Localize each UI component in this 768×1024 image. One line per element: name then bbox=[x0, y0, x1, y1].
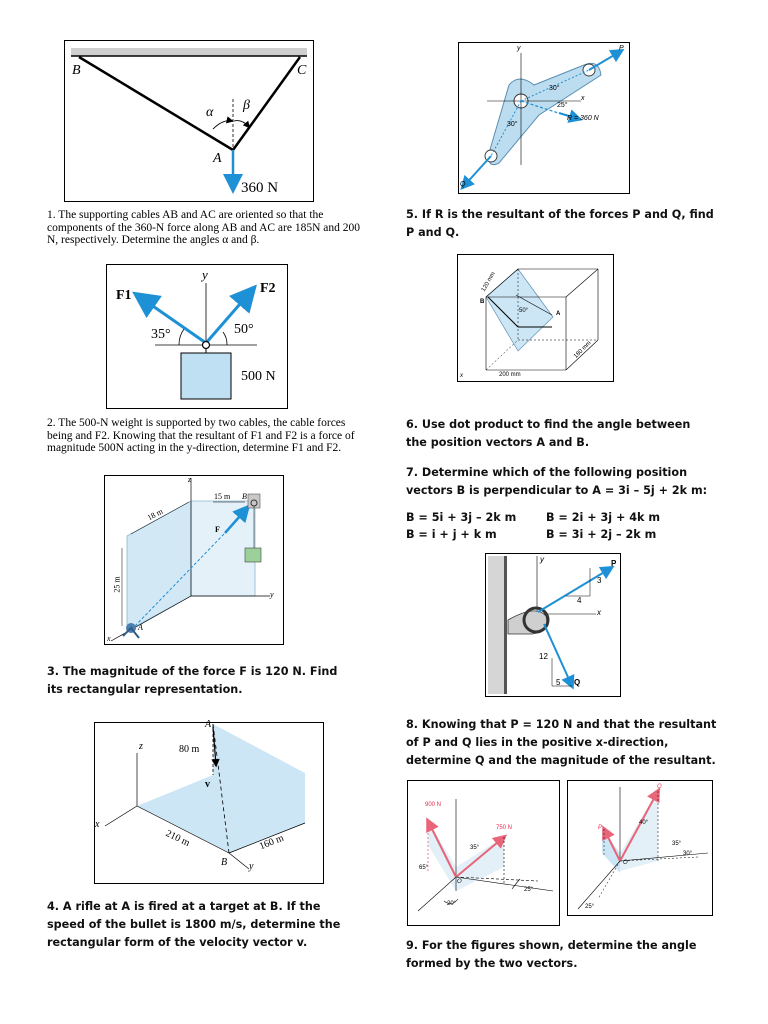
label-15m: 15 m bbox=[214, 492, 231, 501]
label-P: P bbox=[611, 559, 617, 568]
label-12: 12 bbox=[539, 652, 548, 661]
label-80m: 80 m bbox=[179, 744, 200, 755]
problem-4-text: 4. A rifle at A is fired at a target at B. If the speed of the bullet is 1800 m/s, determine the rectangular form of the velocity vector v. bbox=[47, 900, 341, 949]
problem-8-text: 8. Knowing that P = 120 N and that the resultant of P and Q lies in the positive x-direction, determine Q and the magnitude of the resultant. bbox=[406, 718, 717, 767]
label-5: 5 bbox=[556, 678, 561, 687]
problem-3-text: 3. The magnitude of the force F is 120 N. Find its rectangular representation. bbox=[47, 665, 338, 696]
label-Q: Q bbox=[460, 181, 466, 188]
label-x: x bbox=[107, 634, 111, 643]
label-120mm: 120 mm bbox=[480, 271, 497, 293]
label-500N: 500 N bbox=[241, 369, 276, 384]
label-O: O bbox=[623, 860, 628, 866]
label-A: A bbox=[205, 719, 212, 730]
label-Q: Q bbox=[574, 678, 581, 687]
label-65deg: 65° bbox=[419, 865, 429, 871]
label-750N: 750 N bbox=[496, 825, 513, 831]
label-Q: Q bbox=[657, 784, 662, 790]
label-y: y bbox=[517, 45, 521, 52]
option-3: B = i + j + k m bbox=[406, 528, 497, 541]
label-4: 4 bbox=[577, 596, 582, 605]
label-x: x bbox=[460, 373, 463, 379]
label-50deg: 50° bbox=[519, 308, 529, 314]
label-y: y bbox=[270, 590, 274, 599]
label-A: A bbox=[213, 151, 222, 166]
label-25deg: 25° bbox=[585, 904, 595, 910]
label-18m: 18 m bbox=[145, 506, 165, 523]
label-A: A bbox=[138, 623, 143, 632]
label-200mm: 200 mm bbox=[499, 372, 521, 378]
label-F2: F2 bbox=[260, 281, 276, 296]
label-P: P bbox=[598, 825, 603, 831]
label-z: z bbox=[188, 475, 192, 484]
problem-1-text: 1. The supporting cables AB and AC are oriented so that the components of the 360-N force along AB and AC are 185N and 200 N, respectively. Determine the angles α and β. bbox=[47, 209, 360, 246]
label-P: P bbox=[619, 45, 624, 52]
problem-9-text: 9. For the figures shown, determine the angle formed by the two vectors. bbox=[406, 939, 697, 970]
label-360N: 360 N bbox=[241, 180, 279, 196]
label-50deg: 50° bbox=[234, 322, 254, 337]
label-y: y bbox=[249, 861, 254, 872]
label-B: B bbox=[221, 857, 228, 868]
label-35deg: 35° bbox=[151, 327, 171, 342]
option-2: B = 2i + 3j + 4k m bbox=[546, 511, 661, 524]
label-x: x bbox=[95, 819, 100, 830]
label-40deg: 40° bbox=[639, 820, 649, 826]
problem-5-text: 5. If R is the resultant of the forces P and Q, find P and Q. bbox=[406, 208, 714, 239]
figure-1-cables bbox=[64, 40, 314, 202]
label-R: R = 360 N bbox=[567, 115, 599, 122]
figure-2-weight bbox=[106, 264, 288, 409]
problem-7-text: 7. Determine which of the following position vectors B is perpendicular to A = 3i – 5j + 2k m: bbox=[406, 466, 708, 497]
figure-3-3d-force bbox=[104, 475, 284, 645]
label-30deg: 30° bbox=[683, 851, 693, 857]
figure-5-bracket bbox=[458, 42, 630, 194]
label-B: B bbox=[242, 492, 247, 501]
label-B: B bbox=[480, 299, 485, 305]
option-4: B = 3i + 2j – 2k m bbox=[546, 528, 657, 541]
label-F1: F1 bbox=[116, 288, 132, 303]
label-25deg: 25° bbox=[524, 887, 534, 893]
label-C: C bbox=[297, 63, 307, 78]
problem-2-text: 2. The 500-N weight is supported by two cables, the cable forces being and F2. Knowing that the resultant of F1 and F2 is a force of magnitude 500N acting in the y-direction, determine F1 and F2. bbox=[47, 417, 355, 454]
label-y: y bbox=[540, 555, 544, 564]
label-35deg: 35° bbox=[470, 845, 480, 851]
label-B: B bbox=[72, 63, 81, 78]
label-30deg-bottom: 30° bbox=[507, 121, 518, 128]
label-alpha: α bbox=[206, 105, 214, 120]
label-25deg: 25° bbox=[557, 102, 568, 109]
label-210m: 210 m bbox=[163, 828, 192, 849]
label-35deg: 35° bbox=[672, 841, 682, 847]
label-v: v bbox=[205, 779, 210, 790]
label-A: A bbox=[556, 311, 561, 317]
figure-8-hook bbox=[485, 553, 621, 697]
label-30deg-top: 30° bbox=[549, 85, 560, 92]
label-F: F bbox=[215, 525, 220, 534]
label-x: x bbox=[597, 608, 601, 617]
label-160m: 160 m bbox=[257, 832, 286, 853]
label-beta: β bbox=[243, 98, 250, 113]
label-y: y bbox=[202, 267, 208, 282]
label-z: z bbox=[139, 741, 143, 752]
label-900N: 900 N bbox=[425, 802, 442, 808]
label-180mm: 180 mm bbox=[573, 340, 593, 360]
problem-6-text: 6. Use dot product to find the angle between the position vectors A and B. bbox=[406, 418, 691, 449]
figure-6-box bbox=[457, 254, 614, 382]
label-3: 3 bbox=[597, 576, 602, 585]
label-x: x bbox=[581, 95, 585, 102]
option-1: B = 5i + 3j – 2k m bbox=[406, 511, 517, 524]
figure-9a-vectors bbox=[407, 780, 560, 926]
label-O: O bbox=[457, 879, 462, 885]
figure-4-rifle bbox=[94, 719, 324, 884]
label-20deg: 20° bbox=[447, 901, 457, 907]
label-25m: 25 m bbox=[112, 576, 122, 593]
figure-9b-vectors bbox=[567, 780, 713, 916]
